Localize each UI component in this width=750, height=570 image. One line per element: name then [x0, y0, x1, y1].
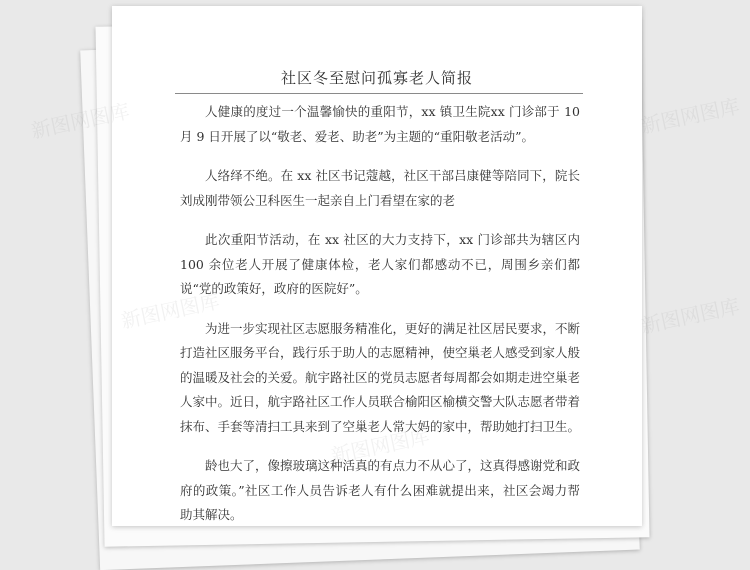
paragraph: 为进一步实现社区志愿服务精准化，更好的满足社区居民要求，不断打造社区服务平台，践行乐于助人的志愿精神，使空巢老人感受到家人般的温暖及社会的关爱。航宇路社区的党员志愿者每周都会如期走进空巢老人家中。近日，航宇路社区工作人员联合榆阳区榆横交警大队志愿者带着抹布、手套等清扫工具来到了空巢老人常大妈的家中，帮助她打扫卫生。	[180, 320, 581, 434]
paragraph: 人络绎不绝。在 xx 社区书记蔻越，社区干部吕康健等陪同下，院长刘成刚带领公卫科医生一起亲自上门看望在家的老	[180, 168, 580, 208]
watermark: 新图网图库	[28, 98, 132, 144]
document-page	[112, 6, 642, 526]
paragraph: 人健康的度过一个温馨愉快的重阳节，xx 镇卫生院xx 门诊部于 10 月 9 日开展了以“敬老、爱老、助老”为主题的“重阳敬老活动”。	[180, 104, 580, 144]
document-title: 社区冬至慰问孤寡老人简报	[280, 69, 473, 87]
document-body	[180, 100, 580, 526]
title-divider	[175, 93, 583, 94]
watermark: 新图网图库	[638, 93, 742, 139]
watermark: 新图网图库	[638, 293, 742, 339]
paragraph: 此次重阳节活动，在 xx 社区的大力支持下，xx 门诊部共为辖区内 100 余位老人开展了健康体检，老人家们都感动不已，周围乡亲们都说“党的政策好，政府的医院好”。	[180, 232, 580, 296]
paragraph: 龄也大了，像擦玻璃这种活真的有点力不从心了，这真得感谢党和政府的政策。”社区工作人员告诉老人有什么困难就提出来，社区会竭力帮助其解决。	[180, 458, 581, 522]
